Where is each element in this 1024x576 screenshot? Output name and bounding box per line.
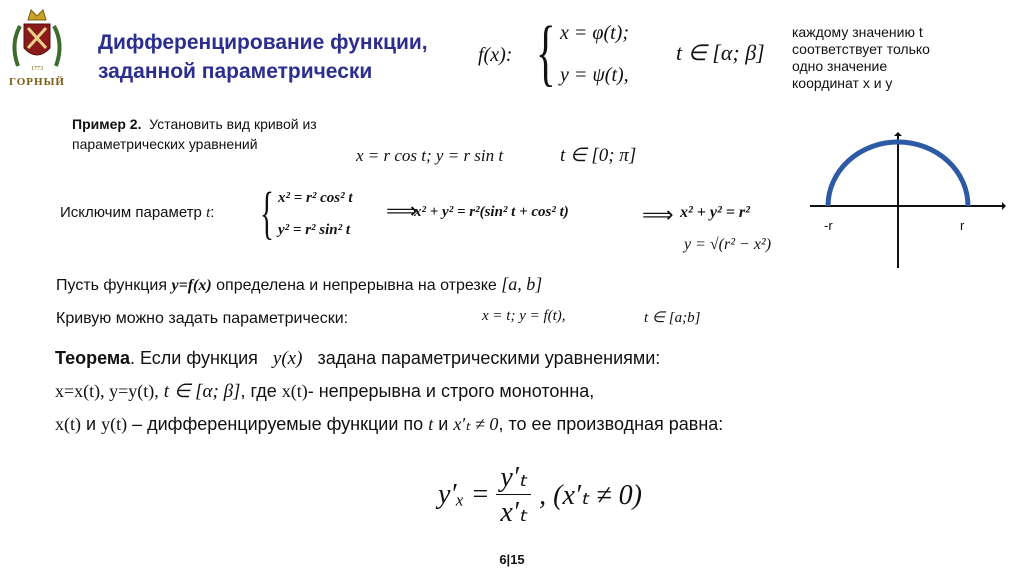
definition-row-1: x = φ(t); xyxy=(560,22,629,44)
example-block xyxy=(72,114,317,154)
eliminate-step-1: x² + y² = r²(sin² t + cos² t) xyxy=(414,204,569,220)
system-row-1: x² = r² cos² t xyxy=(278,190,353,206)
example-domain: t ∈ [0; π] xyxy=(560,145,637,166)
example-equations: x = r cos t; y = r sin t xyxy=(356,146,504,165)
eliminate-step-3: y = √(r² − x²) xyxy=(684,236,772,253)
semicircle-plot-icon xyxy=(806,132,1006,272)
system-row-2: y² = r² sin² t xyxy=(278,222,351,238)
formula-condition: , (x′ₜ ≠ 0) xyxy=(539,479,642,511)
derivative-formula xyxy=(438,460,642,529)
theorem-line-3: x(t) и y(t) – дифференцируемые функции по t и x′ₜ ≠ 0, то ее производная равна: xyxy=(55,414,724,434)
curve-domain: t ∈ [a;b] xyxy=(644,310,701,326)
theorem-line-1: Теорема. Если функция y(x) задана параметрическими уравнениями: xyxy=(55,348,661,369)
definition-domain: t ∈ [α; β] xyxy=(676,40,765,65)
eliminate-step-2: x² + y² = r² xyxy=(680,204,750,221)
note-line-3: одно значение xyxy=(792,58,888,74)
definition-brace: { xyxy=(536,12,556,94)
theorem-line-2: x=x(t), y=y(t), t ∈ [α; β], где x(t)- непрерывна и строго монотонна, xyxy=(55,381,595,402)
formula-numerator: y′ₜ xyxy=(496,460,531,495)
function-statement: Пусть функция y=f(x) определена и непрерывна на отрезке [a, b] xyxy=(56,274,543,294)
implies-arrow-1: ⟹ xyxy=(386,198,418,223)
definition-row-2: y = ψ(t), xyxy=(560,64,629,86)
title-line-1: Дифференцирование функции, xyxy=(98,31,428,54)
theorem-label: Теорема xyxy=(55,348,130,368)
example-label: Пример 2. xyxy=(72,116,142,132)
definition-f: f(x): xyxy=(478,44,513,66)
uniqueness-note xyxy=(792,24,930,92)
semicircle-graph xyxy=(806,132,1006,272)
university-logo xyxy=(6,4,68,94)
graph-label-r: r xyxy=(960,218,965,233)
note-line-1: каждому значению t xyxy=(792,24,923,40)
note-line-2: соответствует только xyxy=(792,41,930,57)
example-text-1: Установить вид кривой из xyxy=(149,116,317,132)
formula-fraction xyxy=(496,460,531,529)
formula-denominator: x′ₜ xyxy=(500,497,528,528)
implies-arrow-2: ⟹ xyxy=(642,202,674,227)
title-line-2: заданной параметрически xyxy=(98,60,373,83)
page-number: 6|15 xyxy=(499,552,525,567)
curve-equations: x = t; y = f(t), xyxy=(482,308,566,324)
graph-label-neg-r: -r xyxy=(824,218,833,233)
svg-text:1773: 1773 xyxy=(31,66,43,72)
eliminate-label: Исключим параметр t: xyxy=(60,204,215,221)
slide-title xyxy=(98,28,428,86)
curve-statement: Кривую можно задать параметрически: xyxy=(56,310,349,327)
formula-equals: = xyxy=(472,478,489,510)
note-line-4: координат x и y xyxy=(792,75,893,91)
example-text-2: параметрических уравнений xyxy=(72,136,258,152)
formula-lhs: y′ₓ xyxy=(438,478,465,510)
logo-text: ГОРНЫЙ xyxy=(9,76,65,88)
system-brace: { xyxy=(260,180,274,245)
